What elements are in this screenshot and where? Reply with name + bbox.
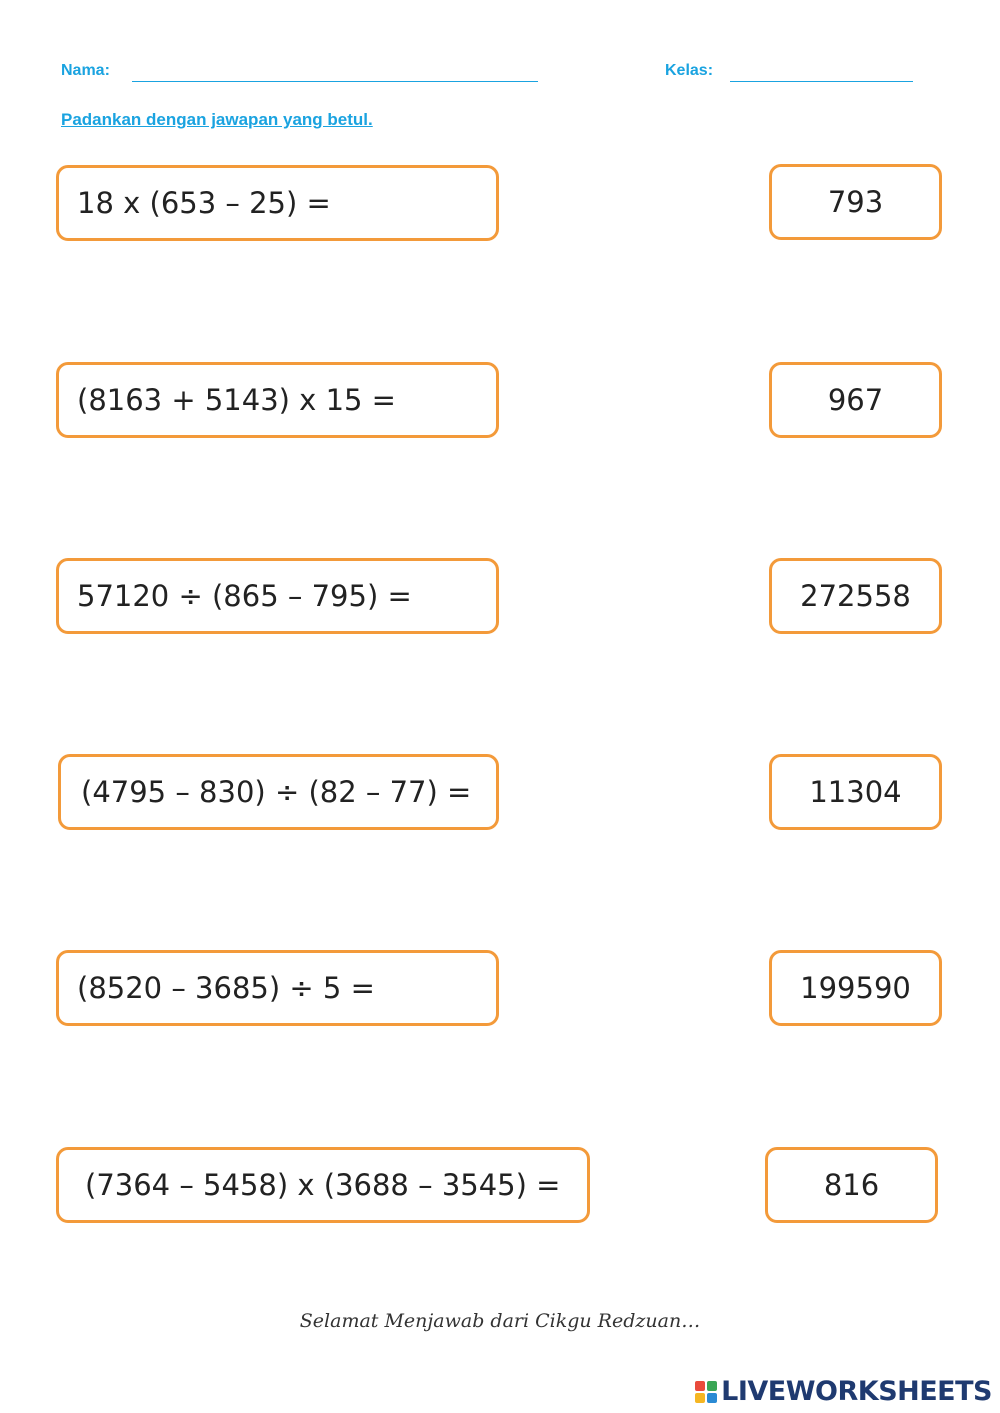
footer-note: Selamat Menjawab dari Cikgu Redzuan… <box>299 1310 701 1332</box>
name-label: Nama: <box>61 62 110 79</box>
class-field[interactable] <box>730 81 913 82</box>
question-box[interactable]: 57120 ÷ (865 – 795) = <box>56 558 499 634</box>
liveworksheets-logo-icon <box>695 1381 717 1403</box>
answer-box[interactable]: 816 <box>765 1147 938 1223</box>
class-label: Kelas: <box>665 62 714 79</box>
brand-text: LIVEWORKSHEETS <box>721 1376 992 1407</box>
answer-box[interactable]: 967 <box>769 362 942 438</box>
question-box[interactable]: (8163 + 5143) x 15 = <box>56 362 499 438</box>
answer-box[interactable]: 793 <box>769 164 942 240</box>
question-box[interactable]: 18 x (653 – 25) = <box>56 165 499 241</box>
instruction: Padankan dengan jawapan yang betul. <box>61 110 373 129</box>
question-box[interactable]: (8520 – 3685) ÷ 5 = <box>56 950 499 1026</box>
answer-box[interactable]: 272558 <box>769 558 942 634</box>
question-box[interactable]: (7364 – 5458) x (3688 – 3545) = <box>56 1147 590 1223</box>
answer-box[interactable]: 11304 <box>769 754 942 830</box>
brand-logo <box>695 1376 992 1407</box>
answer-box[interactable]: 199590 <box>769 950 942 1026</box>
name-field[interactable] <box>132 81 538 82</box>
question-box[interactable]: (4795 – 830) ÷ (82 – 77) = <box>58 754 499 830</box>
